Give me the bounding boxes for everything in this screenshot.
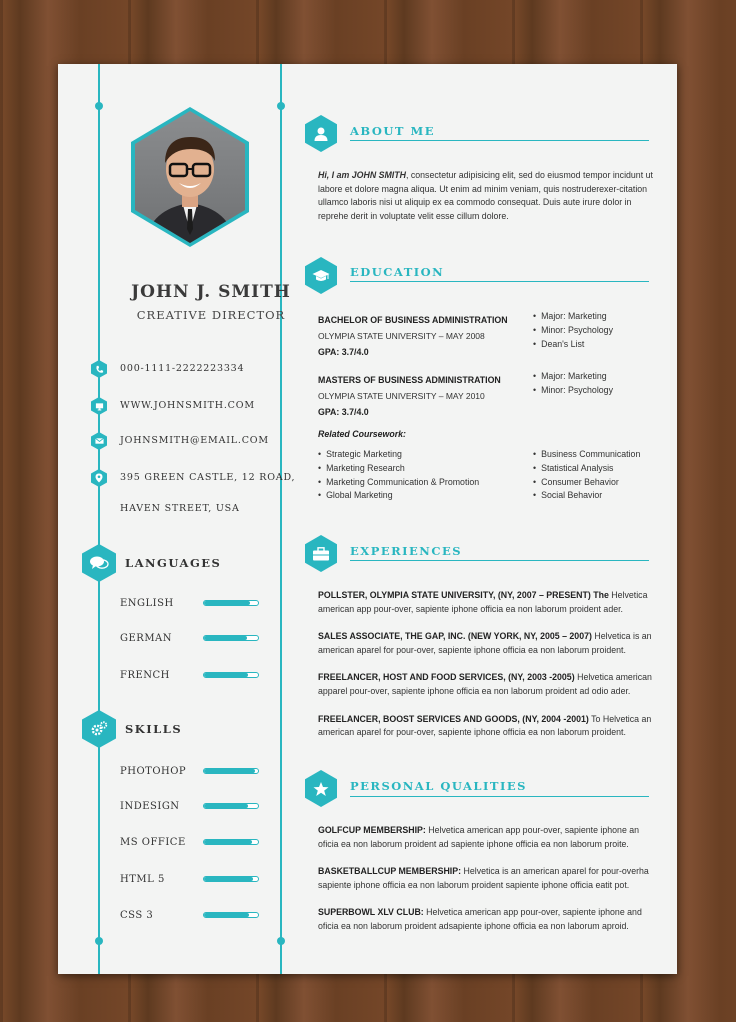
- section-divider: [350, 140, 649, 141]
- phone-icon: [91, 360, 107, 378]
- list-item: • Strategic Marketing: [318, 448, 479, 462]
- skill-level-fill: [204, 877, 253, 881]
- language-label: FRENCH: [120, 670, 170, 681]
- monitor-icon: [91, 397, 107, 415]
- list-item: • Dean's List: [533, 338, 613, 352]
- skill-level-bar: [203, 912, 259, 918]
- person-avatar-icon: [135, 111, 245, 243]
- degree-1: [318, 312, 508, 360]
- list-item: • Minor: Psychology: [533, 384, 613, 398]
- graduation-cap-icon: [305, 257, 337, 294]
- language-label: GERMAN: [120, 633, 173, 644]
- skill-level-fill: [204, 840, 252, 844]
- skill-label: MS OFFICE: [120, 837, 186, 848]
- list-item: • Statistical Analysis: [533, 462, 640, 476]
- contact-email: JOHNSMITH@EMAIL.COM: [120, 435, 269, 446]
- user-icon: [305, 115, 337, 152]
- star-icon: [305, 770, 337, 807]
- skill-label: PHOTOHOP: [120, 766, 187, 777]
- language-level-fill: [204, 673, 248, 677]
- profile-name: JOHN J. SMITH: [131, 282, 291, 302]
- list-item: • Major: Marketing: [533, 370, 613, 384]
- degree-gpa: GPA: 3.7/4.0: [318, 407, 369, 417]
- location-pin-icon: [91, 469, 107, 487]
- list-item: • Marketing Communication & Promotion: [318, 476, 479, 490]
- timeline-dot: [277, 102, 285, 110]
- list-item: • Minor: Psychology: [533, 324, 613, 338]
- degree-title: MASTERS OF BUSINESS ADMINISTRATION: [318, 375, 501, 385]
- skills-heading: SKILLS: [125, 722, 183, 736]
- language-label: ENGLISH: [120, 598, 174, 609]
- degree-title: BACHELOR OF BUSINESS ADMINISTRATION: [318, 315, 508, 325]
- education-title: EDUCATION: [350, 265, 445, 279]
- skill-level-bar: [203, 803, 259, 809]
- section-divider: [350, 560, 649, 561]
- language-level-bar: [203, 672, 259, 678]
- language-level-bar: [203, 635, 259, 641]
- degree-2-details: [533, 370, 613, 398]
- qualities-list: [318, 824, 654, 948]
- briefcase-icon: [305, 535, 337, 572]
- list-item: • Business Communication: [533, 448, 640, 462]
- language-level-fill: [204, 636, 247, 640]
- gears-icon: [82, 710, 116, 748]
- contact-address-line2: HAVEN STREET, USA: [120, 503, 240, 514]
- list-item: • Global Marketing: [318, 489, 479, 503]
- contact-phone: 000-1111-2222223334: [120, 363, 245, 374]
- profile-photo: [135, 111, 245, 243]
- list-item: • Marketing Research: [318, 462, 479, 476]
- list-item: SALES ASSOCIATE, THE GAP, INC. (NEW YORK, NY, 2005 – 2007) Helvetica is an american aparel for pour-over, sapiente iphone officia ea non laborum proident.: [318, 631, 652, 655]
- coursework-left-list: [318, 448, 479, 503]
- degree-2: [318, 372, 501, 420]
- skill-level-bar: [203, 876, 259, 882]
- timeline-dot: [95, 937, 103, 945]
- skill-label: CSS 3: [120, 910, 154, 921]
- skill-level-bar: [203, 839, 259, 845]
- list-item: BASKETBALLCUP MEMBERSHIP: Helvetica is an american aparel for pour-overha sapiente iphone officia ea non laborum proident sapiente iphone officia eatit pot.: [318, 866, 649, 890]
- list-item: SUPERBOWL XLV CLUB: Helvetica american app pour-over, sapiente iphone and oficia ea non laborum proident adsapiente iphone officia ea non laborum aproid.: [318, 907, 642, 931]
- list-item: • Major: Marketing: [533, 310, 613, 324]
- section-divider: [350, 796, 649, 797]
- skill-level-bar: [203, 768, 259, 774]
- language-level-fill: [204, 601, 250, 605]
- language-level-bar: [203, 600, 259, 606]
- qualities-title: PERSONAL QUALITIES: [350, 779, 527, 793]
- about-title: ABOUT ME: [350, 124, 435, 138]
- list-item: FREELANCER, BOOST SERVICES AND GOODS, (NY, 2004 -2001) To Helvetica an american aparel for pour-over, sapiente iphone officia ea non laborum proident.: [318, 713, 652, 738]
- list-item: • Consumer Behavior: [533, 476, 640, 490]
- list-item: POLLSTER, OLYMPIA STATE UNIVERSITY, (NY, 2007 – PRESENT) The Helvetica american app pour-over, sapiente iphone officia ea non laborum proident ader.: [318, 590, 648, 614]
- timeline-dot: [277, 937, 285, 945]
- about-body: , consectetur adipisicing elit, sed do eiusmod tempor incidunt ut labore et dolore magna aliqua. Ut enim ad minim veniam, quis nostruderexer-citation ullamco laboris nisi ut aliquip ex ea commodo consequat. Duis aute irure dolor in reprehe derit in voluptate velit esse cillum dolore.: [318, 170, 653, 221]
- left-timeline-line: [98, 64, 100, 974]
- degree-gpa: GPA: 3.7/4.0: [318, 347, 369, 357]
- list-item: GOLFCUP MEMBERSHIP: Helvetica american app pour-over, sapiente iphone an oficia ea non laborum proident ad sapiente iphone officia ea non laborum proite.: [318, 825, 640, 849]
- skill-level-fill: [204, 804, 248, 808]
- experiences-title: EXPERIENCES: [350, 544, 463, 558]
- skill-label: HTML 5: [120, 874, 165, 885]
- envelope-icon: [91, 432, 107, 450]
- section-divider: [350, 281, 649, 282]
- languages-heading: LANGUAGES: [125, 556, 222, 570]
- timeline-dot: [95, 102, 103, 110]
- list-item: FREELANCER, HOST AND FOOD SERVICES, (NY, 2003 -2005) Helvetica american apparel pour-over, sapiente iphone officia ea non laborum proident ad odio ader.: [318, 672, 652, 696]
- coursework-label: Related Coursework:: [318, 429, 406, 439]
- profile-role: CREATIVE DIRECTOR: [136, 308, 286, 322]
- contact-website: WWW.JOHNSMITH.COM: [120, 400, 255, 411]
- degree-school: OLYMPIA STATE UNIVERSITY – MAY 2008: [318, 331, 485, 341]
- about-text: [318, 169, 654, 223]
- resume-page: [58, 64, 677, 974]
- degree-1-details: [533, 310, 613, 351]
- skill-level-fill: [204, 769, 255, 773]
- about-lead: Hi, I am JOHN SMITH: [318, 170, 406, 180]
- degree-school: OLYMPIA STATE UNIVERSITY – MAY 2010: [318, 391, 485, 401]
- profile-photo-frame: [131, 107, 249, 247]
- list-item: • Social Behavior: [533, 489, 640, 503]
- coursework-right-list: [533, 448, 640, 503]
- skill-level-fill: [204, 913, 249, 917]
- skill-label: INDESIGN: [120, 801, 180, 812]
- right-timeline-line: [280, 64, 282, 974]
- experiences-list: [318, 589, 654, 754]
- contact-address-line1: 395 GREEN CASTLE, 12 ROAD,: [120, 472, 296, 483]
- chat-bubbles-icon: [82, 544, 116, 582]
